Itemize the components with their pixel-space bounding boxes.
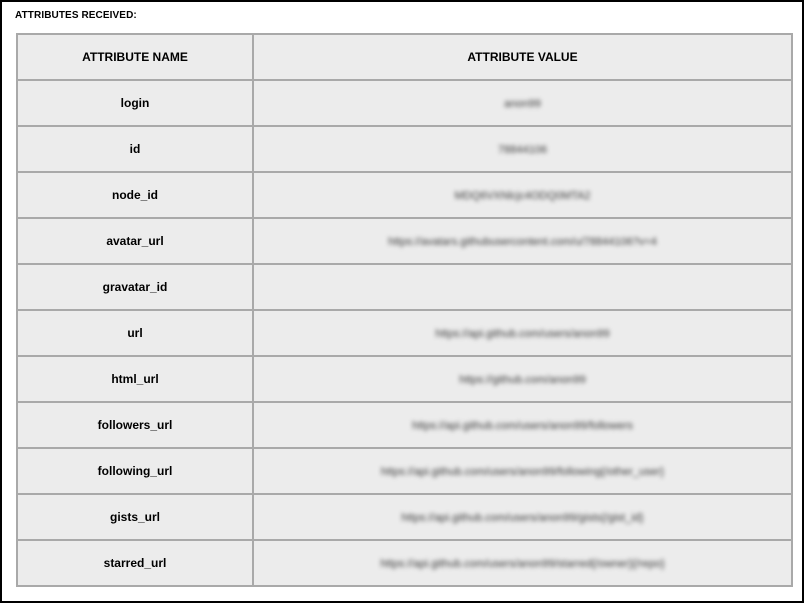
table-row: [17, 218, 792, 264]
table-row: [17, 80, 792, 126]
attribute-name-cell: login: [17, 80, 253, 126]
table-row: [17, 172, 792, 218]
attribute-value-cell: [253, 126, 792, 172]
table-header-row: [17, 34, 792, 80]
redacted-value: https://api.github.com/users/anon99/followers: [412, 420, 633, 432]
table-row: [17, 494, 792, 540]
table-row: [17, 448, 792, 494]
column-header-attribute-name: ATTRIBUTE NAME: [17, 34, 253, 80]
attribute-name-cell: gists_url: [17, 494, 253, 540]
attributes-table: [16, 33, 793, 587]
attribute-name-cell: following_url: [17, 448, 253, 494]
redacted-value: https://avatars.githubusercontent.com/u/78844106?v=4: [388, 236, 657, 248]
attribute-value-cell: [253, 264, 792, 310]
attribute-value-cell: [253, 310, 792, 356]
section-title: ATTRIBUTES RECEIVED:: [15, 10, 137, 21]
redacted-value: anon99: [504, 98, 541, 110]
attribute-name-cell: url: [17, 310, 253, 356]
attribute-name-cell: html_url: [17, 356, 253, 402]
table-row: [17, 126, 792, 172]
attribute-value-cell: [253, 402, 792, 448]
table-row: [17, 356, 792, 402]
attribute-name-cell: gravatar_id: [17, 264, 253, 310]
column-header-attribute-value: ATTRIBUTE VALUE: [253, 34, 792, 80]
redacted-value: https://api.github.com/users/anon99/following{/other_user}: [380, 466, 665, 478]
table-row: [17, 540, 792, 586]
attribute-name-cell: followers_url: [17, 402, 253, 448]
table-row: [17, 402, 792, 448]
redacted-value: https://api.github.com/users/anon99/starred{/owner}{/repo}: [380, 558, 665, 570]
redacted-value: 78844106: [498, 144, 547, 156]
table-row: [17, 264, 792, 310]
attribute-value-cell: [253, 448, 792, 494]
attribute-name-cell: id: [17, 126, 253, 172]
attribute-value-cell: [253, 356, 792, 402]
table-row: [17, 310, 792, 356]
redacted-value: MDQ6VXNlcjc4ODQ0MTA2: [454, 190, 591, 202]
attribute-name-cell: starred_url: [17, 540, 253, 586]
attribute-value-cell: [253, 540, 792, 586]
attribute-name-cell: avatar_url: [17, 218, 253, 264]
redacted-value: https://github.com/anon99: [459, 374, 586, 386]
attribute-value-cell: [253, 218, 792, 264]
attribute-name-cell: node_id: [17, 172, 253, 218]
redacted-value: https://api.github.com/users/anon99/gists{/gist_id}: [401, 512, 644, 524]
attribute-value-cell: [253, 80, 792, 126]
attribute-value-cell: [253, 172, 792, 218]
redacted-value: https://api.github.com/users/anon99: [435, 328, 610, 340]
attribute-value-cell: [253, 494, 792, 540]
